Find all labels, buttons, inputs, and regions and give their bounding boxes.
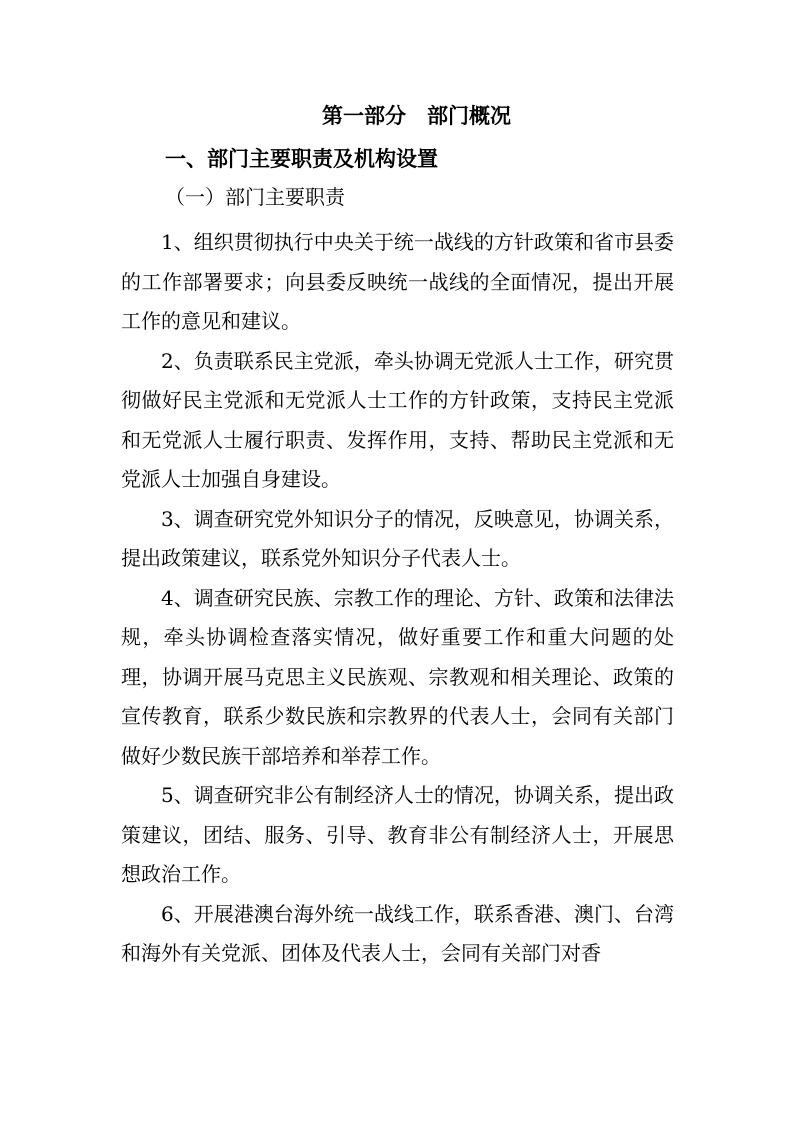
subsection-heading: （一）部门主要职责	[165, 185, 345, 209]
section-heading: 一、部门主要职责及机构设置	[165, 147, 438, 171]
paragraph-4: 4、调查研究民族、宗教工作的理论、方针、政策和法律法规，牵头协调检查落实情况，做好重要工作和重大问题的处理，协调开展马克思主义民族观、宗教观和相关理论、政策的宣传教育，联系少数民族和宗教界的代表人士，会同有关部门做好少数民族干部培养和举荐工作。	[121, 585, 674, 768]
paragraph-3: 3、调查研究党外知识分子的情况，反映意见，协调关系，提出政策建议，联系党外知识分子代表人士。	[121, 506, 674, 570]
body-text	[121, 223, 674, 974]
paragraph-6: 6、开展港澳台海外统一战线工作，联系香港、澳门、台湾和海外有关党派、团体及代表人士，会同有关部门对香	[121, 901, 674, 965]
paragraph-1: 1、组织贯彻执行中央关于统一战线的方针政策和省市县委的工作部署要求；向县委反映统一战线的全面情况，提出开展工作的意见和建议。	[121, 230, 674, 333]
paragraph-5: 5、调查研究非公有制经济人士的情况，协调关系，提出政策建议，团结、服务、引导、教育非公有制经济人士，开展思想政治工作。	[121, 783, 674, 886]
part-title: 第一部分 部门概况	[322, 104, 511, 128]
paragraph-2: 2、负责联系民主党派，牵头协调无党派人士工作，研究贯彻做好民主党派和无党派人士工作的方针政策，支持民主党派和无党派人士履行职责、发挥作用，支持、帮助民主党派和无党派人士加强自身建设。	[121, 348, 674, 491]
